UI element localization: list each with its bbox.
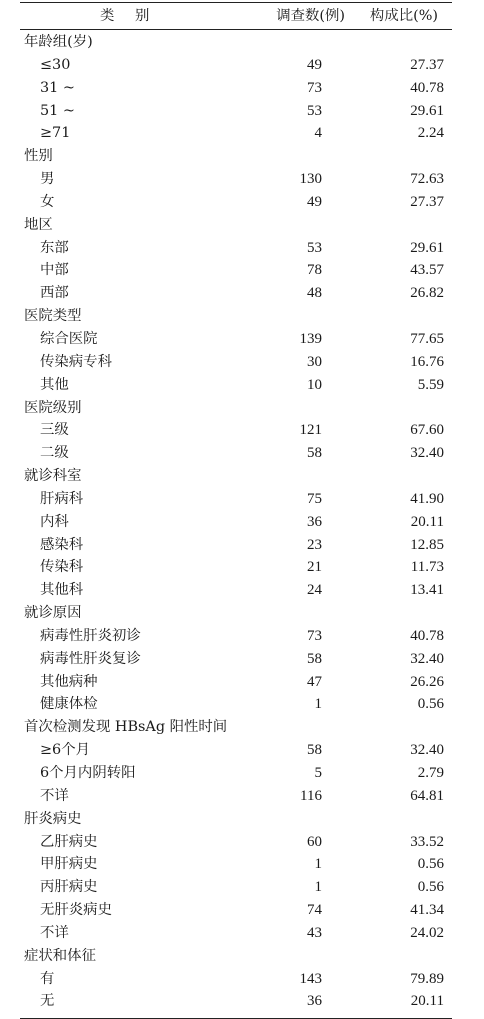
- count-cell: 10: [307, 376, 322, 393]
- row-label: 6个月内阴转阳: [40, 765, 136, 781]
- row-label: 不详: [40, 924, 69, 941]
- row-label: 有: [40, 970, 55, 987]
- table-row: [20, 282, 452, 305]
- header-percent: 构成比(%): [369, 8, 438, 24]
- table-row: [20, 328, 452, 351]
- category-label: 肝炎病史: [24, 810, 82, 827]
- row-label: 丙肝病史: [40, 879, 98, 896]
- count-cell: 58: [307, 742, 322, 759]
- percent-cell: 32.40: [410, 650, 444, 667]
- category-row: [20, 716, 452, 739]
- percent-cell: 41.90: [410, 490, 444, 507]
- row-label: 中部: [40, 262, 69, 279]
- category-label: 医院级别: [24, 399, 82, 416]
- percent-cell: 2.24: [417, 125, 444, 142]
- count-cell: 47: [307, 673, 322, 690]
- category-label: 年龄组(岁): [24, 34, 93, 50]
- percent-cell: 20.11: [410, 513, 444, 530]
- table-row: [20, 579, 452, 602]
- row-label: 三级: [40, 422, 69, 439]
- count-cell: 1: [314, 856, 322, 873]
- table-row: [20, 785, 452, 808]
- table-row: [20, 77, 452, 100]
- category-row: [20, 214, 452, 237]
- category-label: 医院类型: [24, 308, 82, 325]
- count-cell: 49: [307, 193, 322, 210]
- row-label: 肝病科: [40, 490, 84, 507]
- table-row: [20, 259, 452, 282]
- table-body: [20, 30, 452, 1018]
- table-row: [20, 100, 452, 123]
- row-label: 其他科: [40, 582, 84, 599]
- count-cell: 121: [299, 422, 322, 439]
- row-label: 51 ~: [40, 102, 75, 119]
- percent-cell: 67.60: [410, 422, 444, 439]
- count-cell: 53: [307, 102, 322, 119]
- row-label: 传染病专科: [40, 353, 112, 370]
- table-row: [20, 762, 452, 785]
- percent-cell: 77.65: [410, 330, 444, 347]
- table-row: [20, 648, 452, 671]
- table-row: [20, 488, 452, 511]
- count-cell: 58: [307, 650, 322, 667]
- row-label: 综合医院: [40, 330, 98, 347]
- table-row: [20, 831, 452, 854]
- count-cell: 5: [314, 765, 322, 781]
- category-row: [20, 945, 452, 968]
- count-cell: 130: [299, 171, 322, 188]
- row-label: 其他病种: [40, 673, 98, 690]
- percent-cell: 40.78: [410, 627, 444, 644]
- count-cell: 1: [314, 696, 322, 713]
- table-row: [20, 876, 452, 899]
- row-label: 感染科: [40, 536, 84, 553]
- table-row: [20, 374, 452, 397]
- table-row: [20, 556, 452, 579]
- row-label: 不详: [40, 787, 69, 804]
- table-row: [20, 237, 452, 260]
- category-row: [20, 808, 452, 831]
- table-row: [20, 739, 452, 762]
- count-cell: 116: [300, 787, 322, 804]
- table-header-row: [20, 3, 452, 29]
- table-row: [20, 693, 452, 716]
- category-row: [20, 602, 452, 625]
- count-cell: 49: [307, 56, 322, 73]
- row-label: 乙肝病史: [40, 833, 98, 850]
- table-row: [20, 990, 452, 1013]
- table-row: [20, 419, 452, 442]
- table-row: [20, 54, 452, 77]
- count-cell: 143: [299, 970, 322, 987]
- percent-cell: 0.56: [417, 879, 444, 896]
- table-row: [20, 122, 452, 145]
- category-row: [20, 145, 452, 168]
- percent-cell: 64.81: [410, 787, 444, 804]
- row-label: ≥6个月: [40, 742, 90, 759]
- count-cell: 73: [307, 79, 322, 96]
- percent-cell: 2.79: [417, 765, 444, 781]
- count-cell: 60: [307, 833, 322, 850]
- category-label: 就诊科室: [24, 468, 82, 485]
- count-cell: 30: [307, 353, 322, 370]
- count-cell: 48: [307, 285, 322, 302]
- row-label: ≤30: [40, 56, 71, 73]
- percent-cell: 27.37: [410, 56, 444, 73]
- count-cell: 43: [307, 924, 322, 941]
- category-label: 性别: [24, 148, 53, 165]
- table-row: [20, 853, 452, 876]
- count-cell: 36: [307, 513, 322, 530]
- count-cell: 139: [299, 330, 322, 347]
- row-label: 传染科: [40, 559, 84, 576]
- count-cell: 23: [307, 536, 322, 553]
- category-label: 首次检测发现 HBsAg 阳性时间: [24, 719, 228, 736]
- table-row: [20, 968, 452, 991]
- percent-cell: 16.76: [410, 353, 444, 370]
- percent-cell: 40.78: [410, 79, 444, 96]
- row-label: 男: [40, 171, 55, 188]
- percent-cell: 11.73: [410, 559, 444, 576]
- percent-cell: 13.41: [410, 582, 444, 599]
- count-cell: 78: [307, 262, 322, 279]
- percent-cell: 0.56: [417, 696, 444, 713]
- table-row: [20, 534, 452, 557]
- count-cell: 24: [307, 582, 322, 599]
- count-cell: 53: [307, 239, 322, 256]
- table-row: [20, 511, 452, 534]
- category-label: 症状和体征: [24, 947, 96, 964]
- percent-cell: 29.61: [410, 102, 444, 119]
- count-cell: 74: [307, 902, 322, 919]
- table-row: [20, 191, 452, 214]
- category-label: 就诊原因: [24, 605, 82, 622]
- row-label: 无: [40, 993, 55, 1010]
- percent-cell: 12.85: [410, 536, 444, 553]
- percent-cell: 72.63: [410, 171, 444, 188]
- category-row: [20, 305, 452, 328]
- percent-cell: 32.40: [410, 445, 444, 462]
- row-label: 甲肝病史: [40, 856, 98, 873]
- row-label: 西部: [40, 285, 69, 302]
- row-label: ≥71: [40, 125, 71, 142]
- percent-cell: 43.57: [410, 262, 444, 279]
- header-category: 类 别: [100, 8, 158, 24]
- percent-cell: 5.59: [417, 376, 444, 393]
- row-label: 内科: [40, 513, 69, 530]
- data-table: [20, 2, 452, 1019]
- row-label: 病毒性肝炎初诊: [40, 627, 141, 644]
- count-cell: 36: [307, 993, 322, 1010]
- percent-cell: 20.11: [410, 993, 444, 1010]
- table-row: [20, 671, 452, 694]
- percent-cell: 0.56: [417, 856, 444, 873]
- count-cell: 75: [307, 490, 322, 507]
- row-label: 健康体检: [40, 696, 98, 713]
- category-row: [20, 31, 452, 54]
- row-label: 31 ~: [40, 79, 75, 96]
- percent-cell: 26.82: [410, 285, 444, 302]
- category-row: [20, 465, 452, 488]
- row-label: 二级: [40, 445, 69, 462]
- percent-cell: 29.61: [410, 239, 444, 256]
- row-label: 无肝炎病史: [40, 902, 112, 919]
- percent-cell: 33.52: [410, 833, 444, 850]
- count-cell: 21: [307, 559, 322, 576]
- count-cell: 58: [307, 445, 322, 462]
- percent-cell: 24.02: [410, 924, 444, 941]
- header-count: 调查数(例): [276, 8, 345, 24]
- table-row: [20, 922, 452, 945]
- count-cell: 73: [307, 627, 322, 644]
- percent-cell: 26.26: [410, 673, 444, 690]
- category-row: [20, 397, 452, 420]
- row-label: 其他: [40, 376, 69, 393]
- table-row: [20, 442, 452, 465]
- table-row: [20, 168, 452, 191]
- table-row: [20, 351, 452, 374]
- row-label: 女: [40, 193, 55, 210]
- category-label: 地区: [24, 216, 53, 233]
- percent-cell: 41.34: [410, 902, 444, 919]
- row-label: 东部: [40, 239, 69, 256]
- percent-cell: 32.40: [410, 742, 444, 759]
- table-row: [20, 899, 452, 922]
- percent-cell: 27.37: [410, 193, 444, 210]
- row-label: 病毒性肝炎复诊: [40, 650, 141, 667]
- table-row: [20, 625, 452, 648]
- count-cell: 1: [314, 879, 322, 896]
- percent-cell: 79.89: [410, 970, 444, 987]
- count-cell: 4: [314, 125, 322, 142]
